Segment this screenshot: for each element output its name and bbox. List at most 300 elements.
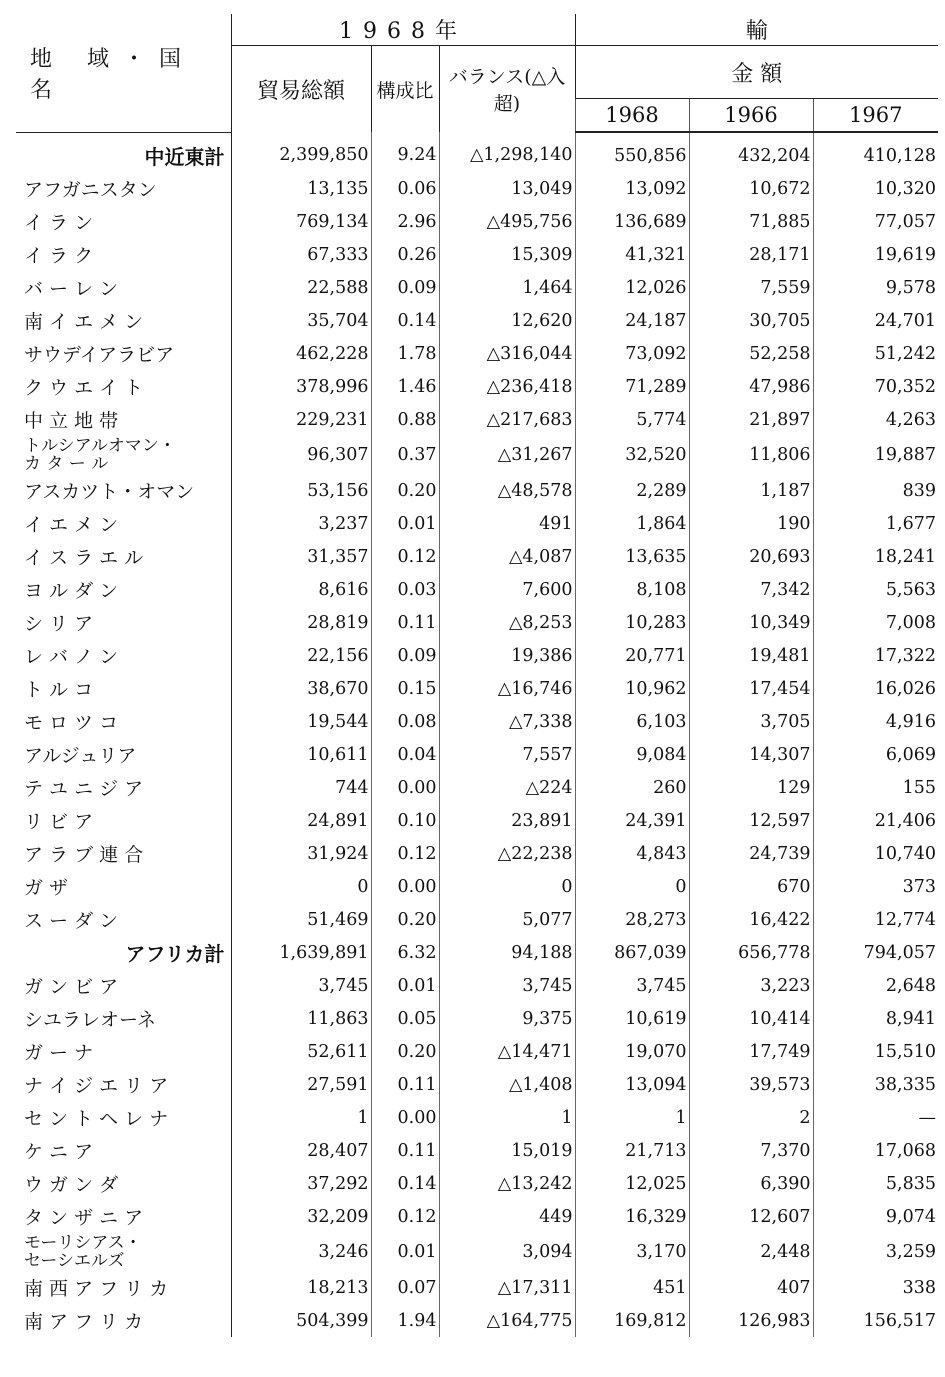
total-trade-cell: 378,996 <box>231 370 371 403</box>
amount-1967-cell: — <box>813 1101 938 1134</box>
country-name-text: アルジュリア <box>24 745 137 767</box>
trade-table <box>16 14 938 1337</box>
balance-cell: 1 <box>439 1101 575 1134</box>
amount-1966-cell: 407 <box>689 1271 813 1304</box>
country-name <box>16 837 231 870</box>
country-name <box>16 1035 231 1068</box>
amount-1966-cell: 6,390 <box>689 1167 813 1200</box>
country-name <box>16 1304 231 1337</box>
table-row <box>16 1101 938 1134</box>
country-name-text: イ ラ ク <box>24 245 94 267</box>
amount-1966-cell: 2 <box>689 1101 813 1134</box>
country-name-text: ケ ニ ア <box>24 1141 94 1163</box>
balance-cell: △224 <box>439 771 575 804</box>
total-trade-cell: 1 <box>231 1101 371 1134</box>
country-name <box>16 870 231 903</box>
ratio-cell: 0.09 <box>371 639 439 672</box>
country-name-text: シユラレオーネ <box>24 1009 157 1031</box>
amount-1968-cell: 9,084 <box>575 738 689 771</box>
country-name-text: バ ー レ ン <box>24 278 119 300</box>
country-name <box>16 1271 231 1304</box>
table-header <box>16 14 938 132</box>
ratio-cell: 0.12 <box>371 1200 439 1233</box>
balance-cell: △495,756 <box>439 205 575 238</box>
balance-cell: 12,620 <box>439 304 575 337</box>
country-name <box>16 474 231 507</box>
total-trade-cell: 24,891 <box>231 804 371 837</box>
amount-1968-cell: 24,187 <box>575 304 689 337</box>
amount-1968-cell: 3,170 <box>575 1233 689 1271</box>
country-name <box>16 507 231 540</box>
total-trade-cell: 11,863 <box>231 1002 371 1035</box>
total-trade-cell: 51,469 <box>231 903 371 936</box>
ratio-cell: 0.07 <box>371 1271 439 1304</box>
amount-1966-cell: 14,307 <box>689 738 813 771</box>
ratio-cell: 0.14 <box>371 304 439 337</box>
amount-1968-cell: 12,025 <box>575 1167 689 1200</box>
amount-1967-cell: 7,008 <box>813 606 938 639</box>
table-row <box>16 771 938 804</box>
ratio-cell: 0.00 <box>371 870 439 903</box>
total-trade-cell: 37,292 <box>231 1167 371 1200</box>
amount-1967-cell: 338 <box>813 1271 938 1304</box>
country-name <box>16 172 231 205</box>
total-trade-cell: 53,156 <box>231 474 371 507</box>
country-name-text: セ ン ト ヘ レ ナ <box>24 1108 169 1130</box>
balance-cell: △1,408 <box>439 1068 575 1101</box>
country-name-text: アフガニスタン <box>24 179 157 201</box>
table-row <box>16 474 938 507</box>
amount-1967-cell: 9,074 <box>813 1200 938 1233</box>
balance-cell: △316,044 <box>439 337 575 370</box>
ratio-cell: 0.09 <box>371 271 439 304</box>
table-row <box>16 837 938 870</box>
amount-1966-cell: 1,187 <box>689 474 813 507</box>
country-name <box>16 403 231 436</box>
total-trade-cell: 2,399,850 <box>231 132 371 172</box>
country-name-text: セーシエルズ <box>24 1251 125 1271</box>
amount-1968-cell: 73,092 <box>575 337 689 370</box>
amount-1966-cell: 3,223 <box>689 969 813 1002</box>
total-trade-cell: 3,745 <box>231 969 371 1002</box>
amount-1968-cell: 8,108 <box>575 573 689 606</box>
country-name-text: モ ロ ツ コ <box>24 712 119 734</box>
balance-cell: △4,087 <box>439 540 575 573</box>
country-name <box>16 672 231 705</box>
amount-1967-cell: 51,242 <box>813 337 938 370</box>
amount-1967-cell: 70,352 <box>813 370 938 403</box>
total-trade-cell: 32,209 <box>231 1200 371 1233</box>
ratio-cell: 0.01 <box>371 1233 439 1271</box>
balance-cell: 94,188 <box>439 936 575 969</box>
ratio-cell: 2.96 <box>371 205 439 238</box>
country-name <box>16 738 231 771</box>
table-row <box>16 271 938 304</box>
amount-1968-cell: 4,843 <box>575 837 689 870</box>
total-trade-cell: 22,588 <box>231 271 371 304</box>
total-trade-cell: 1,639,891 <box>231 936 371 969</box>
ratio-cell: 0.06 <box>371 172 439 205</box>
country-name <box>16 639 231 672</box>
country-name-text: モーリシアス・ <box>24 1233 142 1253</box>
ratio-cell: 0.05 <box>371 1002 439 1035</box>
amount-1966-cell: 28,171 <box>689 238 813 271</box>
total-trade-cell: 0 <box>231 870 371 903</box>
balance-cell: 7,557 <box>439 738 575 771</box>
balance-cell: △17,311 <box>439 1271 575 1304</box>
amount-1967-cell: 4,263 <box>813 403 938 436</box>
balance-cell: △7,338 <box>439 705 575 738</box>
country-name-text: ガ ザ <box>24 877 69 899</box>
amount-1968-cell: 260 <box>575 771 689 804</box>
amount-1967-cell: 410,128 <box>813 132 938 172</box>
amount-1968-cell: 6,103 <box>575 705 689 738</box>
amount-1968-cell: 2,289 <box>575 474 689 507</box>
total-trade-cell: 8,616 <box>231 573 371 606</box>
total-trade-cell: 744 <box>231 771 371 804</box>
table-row <box>16 238 938 271</box>
balance-cell: 15,019 <box>439 1134 575 1167</box>
amount-1968-cell: 5,774 <box>575 403 689 436</box>
amount-1966-cell: 30,705 <box>689 304 813 337</box>
balance-cell: 19,386 <box>439 639 575 672</box>
balance-cell: 3,745 <box>439 969 575 1002</box>
ratio-cell: 0.10 <box>371 804 439 837</box>
amount-1968-cell: 10,283 <box>575 606 689 639</box>
total-trade-cell: 27,591 <box>231 1068 371 1101</box>
amount-header: 金 額 <box>575 46 938 99</box>
ratio-header: 構成比 <box>371 46 439 133</box>
amount-1966-cell: 47,986 <box>689 370 813 403</box>
balance-cell: △8,253 <box>439 606 575 639</box>
amount-1966-cell: 7,342 <box>689 573 813 606</box>
country-name-text: テ ユ ニ ジ ア <box>24 778 144 800</box>
total-trade-cell: 19,544 <box>231 705 371 738</box>
ratio-cell: 0.26 <box>371 238 439 271</box>
ratio-cell: 0.14 <box>371 1167 439 1200</box>
country-name-text: サウデイアラビア <box>24 344 175 366</box>
region-header: 地 域・国 名 <box>16 14 231 132</box>
total-trade-cell: 18,213 <box>231 1271 371 1304</box>
table-row <box>16 1035 938 1068</box>
amount-1966-cell: 129 <box>689 771 813 804</box>
table-row <box>16 205 938 238</box>
country-name-text: レ バ ノ ン <box>24 646 119 668</box>
total-trade-cell: 67,333 <box>231 238 371 271</box>
country-name-text: ガ ー ナ <box>24 1042 94 1064</box>
table-row-total <box>16 936 938 969</box>
amount-1968-cell: 136,689 <box>575 205 689 238</box>
ratio-cell: 0.20 <box>371 1035 439 1068</box>
ratio-cell: 0.01 <box>371 507 439 540</box>
amount-1967-cell: 794,057 <box>813 936 938 969</box>
ratio-cell: 0.11 <box>371 606 439 639</box>
amount-1967-cell: 15,510 <box>813 1035 938 1068</box>
ratio-cell: 0.00 <box>371 771 439 804</box>
country-name <box>16 1134 231 1167</box>
country-name-text: イ ラ ン <box>24 212 94 234</box>
table-row <box>16 1167 938 1200</box>
amount-1968-cell: 71,289 <box>575 370 689 403</box>
amount-1967-cell: 9,578 <box>813 271 938 304</box>
amount-1967-cell: 839 <box>813 474 938 507</box>
ratio-cell: 1.94 <box>371 1304 439 1337</box>
balance-cell: 9,375 <box>439 1002 575 1035</box>
amount-1968-cell: 3,745 <box>575 969 689 1002</box>
amount-1967-cell: 10,320 <box>813 172 938 205</box>
amount-1968-cell: 10,619 <box>575 1002 689 1035</box>
country-name <box>16 771 231 804</box>
country-name-text: 南 ア フ リ カ <box>24 1311 144 1333</box>
country-name: 中近東計 <box>16 132 231 172</box>
table-row <box>16 172 938 205</box>
amount-1968-cell: 1 <box>575 1101 689 1134</box>
ratio-cell: 0.20 <box>371 903 439 936</box>
amount-1966-cell: 16,422 <box>689 903 813 936</box>
amount-1967-cell: 24,701 <box>813 304 938 337</box>
balance-cell: 0 <box>439 870 575 903</box>
year-header: 1968年 <box>231 14 575 46</box>
amount-1967-cell: 38,335 <box>813 1068 938 1101</box>
amount-1967-cell: 5,835 <box>813 1167 938 1200</box>
table-row <box>16 337 938 370</box>
balance-cell: 491 <box>439 507 575 540</box>
amount-1967-cell: 17,068 <box>813 1134 938 1167</box>
total-trade-cell: 3,246 <box>231 1233 371 1271</box>
total-trade-cell: 31,924 <box>231 837 371 870</box>
total-trade-cell: 504,399 <box>231 1304 371 1337</box>
amount-1966-cell: 670 <box>689 870 813 903</box>
amount-1968-cell: 13,092 <box>575 172 689 205</box>
balance-cell: △164,775 <box>439 1304 575 1337</box>
balance-cell: △16,746 <box>439 672 575 705</box>
ratio-cell: 1.46 <box>371 370 439 403</box>
amount-1966-cell: 12,597 <box>689 804 813 837</box>
ratio-cell: 0.03 <box>371 573 439 606</box>
amount-1966-cell: 19,481 <box>689 639 813 672</box>
amount-1968-cell: 24,391 <box>575 804 689 837</box>
ratio-cell: 0.88 <box>371 403 439 436</box>
amount-1968-cell: 19,070 <box>575 1035 689 1068</box>
table-row <box>16 903 938 936</box>
amount-1966-cell: 21,897 <box>689 403 813 436</box>
amount-1966-cell: 24,739 <box>689 837 813 870</box>
ratio-cell: 0.37 <box>371 436 439 474</box>
amount-1967-cell: 155 <box>813 771 938 804</box>
amount-1968-cell: 1,864 <box>575 507 689 540</box>
amount-1966-cell: 10,414 <box>689 1002 813 1035</box>
amount-1966-cell: 656,778 <box>689 936 813 969</box>
country-name <box>16 205 231 238</box>
country-name-text: タ ン ザ ニ ア <box>24 1207 144 1229</box>
amount-1966-cell: 432,204 <box>689 132 813 172</box>
amount-1967-cell: 373 <box>813 870 938 903</box>
country-name <box>16 1002 231 1035</box>
amount-1967-cell: 156,517 <box>813 1304 938 1337</box>
ratio-cell: 9.24 <box>371 132 439 172</box>
country-name-text: 中 立 地 帯 <box>24 410 119 432</box>
balance-cell: 15,309 <box>439 238 575 271</box>
table-row <box>16 1233 938 1271</box>
country-name <box>16 370 231 403</box>
balance-cell: △22,238 <box>439 837 575 870</box>
country-name: アフリカ計 <box>16 936 231 969</box>
amount-1966-cell: 2,448 <box>689 1233 813 1271</box>
amount-1968-cell: 20,771 <box>575 639 689 672</box>
amount-1966-cell: 7,370 <box>689 1134 813 1167</box>
year-1967-header: 1967 <box>813 99 938 133</box>
country-name-text: 南 西 ア フ リ カ <box>24 1278 169 1300</box>
country-name <box>16 573 231 606</box>
table-row <box>16 436 938 474</box>
table-row <box>16 1134 938 1167</box>
amount-1967-cell: 6,069 <box>813 738 938 771</box>
table-row <box>16 705 938 738</box>
amount-1966-cell: 10,672 <box>689 172 813 205</box>
total-trade-cell: 769,134 <box>231 205 371 238</box>
total-trade-cell: 35,704 <box>231 304 371 337</box>
year-1966-header: 1966 <box>689 99 813 133</box>
balance-cell: △31,267 <box>439 436 575 474</box>
table-row <box>16 304 938 337</box>
country-name-text: ア ラ ブ 連 合 <box>24 844 144 866</box>
country-name <box>16 1200 231 1233</box>
country-name-text: アスカツト・オマン <box>24 481 195 503</box>
amount-1967-cell: 77,057 <box>813 205 938 238</box>
total-trade-cell: 462,228 <box>231 337 371 370</box>
country-name-text: ク ウ エ イ ト <box>24 377 144 399</box>
table-body <box>16 132 938 1337</box>
amount-1967-cell: 8,941 <box>813 1002 938 1035</box>
amount-1967-cell: 19,887 <box>813 436 938 474</box>
balance-cell: △236,418 <box>439 370 575 403</box>
ratio-cell: 0.01 <box>371 969 439 1002</box>
amount-1967-cell: 4,916 <box>813 705 938 738</box>
amount-1968-cell: 13,635 <box>575 540 689 573</box>
ratio-cell: 6.32 <box>371 936 439 969</box>
ratio-cell: 0.00 <box>371 1101 439 1134</box>
total-trade-cell: 22,156 <box>231 639 371 672</box>
amount-1966-cell: 190 <box>689 507 813 540</box>
country-name <box>16 1101 231 1134</box>
amount-1968-cell: 13,094 <box>575 1068 689 1101</box>
table-row <box>16 738 938 771</box>
year-1968-header: 1968 <box>575 99 689 133</box>
table-row <box>16 969 938 1002</box>
table-row <box>16 639 938 672</box>
country-name-text: シ リ ア <box>24 613 94 635</box>
total-trade-cell: 10,611 <box>231 738 371 771</box>
balance-cell: △1,298,140 <box>439 132 575 172</box>
country-name <box>16 903 231 936</box>
amount-1967-cell: 5,563 <box>813 573 938 606</box>
table-row <box>16 672 938 705</box>
balance-cell: 23,891 <box>439 804 575 837</box>
country-name-text: ウ ガ ン ダ <box>24 1174 119 1196</box>
table-row <box>16 1200 938 1233</box>
table-row <box>16 1271 938 1304</box>
table-row <box>16 540 938 573</box>
ratio-cell: 0.15 <box>371 672 439 705</box>
table-row <box>16 870 938 903</box>
balance-cell: 3,094 <box>439 1233 575 1271</box>
country-name <box>16 969 231 1002</box>
country-name <box>16 238 231 271</box>
ratio-cell: 0.12 <box>371 837 439 870</box>
country-name-text: ヨ ル ダ ン <box>24 580 119 602</box>
amount-1966-cell: 3,705 <box>689 705 813 738</box>
total-trade-cell: 96,307 <box>231 436 371 474</box>
ratio-cell: 1.78 <box>371 337 439 370</box>
amount-1967-cell: 1,677 <box>813 507 938 540</box>
amount-1968-cell: 12,026 <box>575 271 689 304</box>
amount-1968-cell: 28,273 <box>575 903 689 936</box>
ratio-cell: 0.20 <box>371 474 439 507</box>
country-name <box>16 1167 231 1200</box>
amount-1966-cell: 39,573 <box>689 1068 813 1101</box>
amount-1966-cell: 71,885 <box>689 205 813 238</box>
total-trade-cell: 38,670 <box>231 672 371 705</box>
amount-1967-cell: 2,648 <box>813 969 938 1002</box>
country-name-text: トルシアルオマン・ <box>24 436 176 456</box>
country-name-text: ス ー ダ ン <box>24 910 119 932</box>
ratio-cell: 0.12 <box>371 540 439 573</box>
amount-1967-cell: 16,026 <box>813 672 938 705</box>
country-name <box>16 271 231 304</box>
amount-1966-cell: 7,559 <box>689 271 813 304</box>
amount-1966-cell: 17,749 <box>689 1035 813 1068</box>
balance-cell: 13,049 <box>439 172 575 205</box>
balance-cell: 449 <box>439 1200 575 1233</box>
country-name <box>16 705 231 738</box>
balance-cell: 1,464 <box>439 271 575 304</box>
amount-1968-cell: 41,321 <box>575 238 689 271</box>
amount-1966-cell: 52,258 <box>689 337 813 370</box>
amount-1967-cell: 21,406 <box>813 804 938 837</box>
country-name <box>16 540 231 573</box>
balance-cell: △217,683 <box>439 403 575 436</box>
amount-1966-cell: 126,983 <box>689 1304 813 1337</box>
balance-cell: △48,578 <box>439 474 575 507</box>
balance-cell: 7,600 <box>439 573 575 606</box>
ratio-cell: 0.11 <box>371 1134 439 1167</box>
country-name <box>16 1068 231 1101</box>
table-row-total <box>16 132 938 172</box>
table-row <box>16 403 938 436</box>
amount-1967-cell: 18,241 <box>813 540 938 573</box>
amount-1968-cell: 21,713 <box>575 1134 689 1167</box>
total-trade-cell: 52,611 <box>231 1035 371 1068</box>
total-trade-cell: 3,237 <box>231 507 371 540</box>
amount-1968-cell: 169,812 <box>575 1304 689 1337</box>
table-row <box>16 804 938 837</box>
amount-1966-cell: 11,806 <box>689 436 813 474</box>
amount-1968-cell: 0 <box>575 870 689 903</box>
amount-1968-cell: 867,039 <box>575 936 689 969</box>
country-name-text: 南 イ エ メ ン <box>24 311 144 333</box>
amount-1968-cell: 16,329 <box>575 1200 689 1233</box>
balance-cell: 5,077 <box>439 903 575 936</box>
table-row <box>16 573 938 606</box>
amount-1966-cell: 12,607 <box>689 1200 813 1233</box>
table-row <box>16 606 938 639</box>
total-trade-cell: 28,407 <box>231 1134 371 1167</box>
ratio-cell: 0.04 <box>371 738 439 771</box>
country-name <box>16 304 231 337</box>
amount-1966-cell: 17,454 <box>689 672 813 705</box>
amount-1966-cell: 20,693 <box>689 540 813 573</box>
amount-1967-cell: 3,259 <box>813 1233 938 1271</box>
